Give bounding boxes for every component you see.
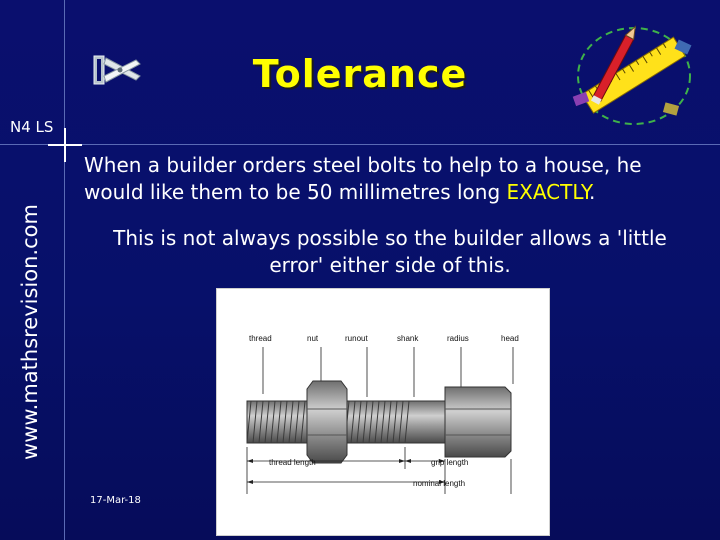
- label-nut: nut: [307, 334, 319, 343]
- label-radius: radius: [447, 334, 469, 343]
- label-runout: runout: [345, 334, 368, 343]
- label-head: head: [501, 334, 519, 343]
- corner-cross-vertical: [64, 128, 66, 162]
- frame-vertical-line: [64, 0, 65, 540]
- slide-title: Tolerance: [252, 52, 468, 96]
- label-nominal-length: nominal length: [413, 479, 466, 488]
- paragraph-1-emphasis: EXACTLY: [506, 180, 590, 204]
- paragraph-2: This is not always possible so the builder allows a 'little error' either side of this.: [113, 226, 667, 277]
- label-thread: thread: [249, 334, 272, 343]
- corner-label: N4 LS: [10, 118, 54, 136]
- paragraph-1-text: When a builder orders steel bolts to help to a house, he would like them to be 50 millimetres long: [84, 153, 642, 204]
- ruler-pencil-icon: [566, 16, 702, 134]
- bolt-diagram: [216, 288, 550, 536]
- paragraph-1-end: .: [589, 180, 596, 204]
- frame-horizontal-line: [0, 144, 720, 145]
- side-url-text: www.mathsrevision.com: [18, 204, 42, 460]
- paragraph-1: [84, 152, 704, 206]
- label-thread-length: thread length: [269, 458, 316, 467]
- label-shank: shank: [397, 334, 419, 343]
- scissors-icon: [90, 50, 146, 90]
- slide-date: 17-Mar-18: [90, 495, 141, 506]
- label-grip-length: grip length: [431, 458, 469, 467]
